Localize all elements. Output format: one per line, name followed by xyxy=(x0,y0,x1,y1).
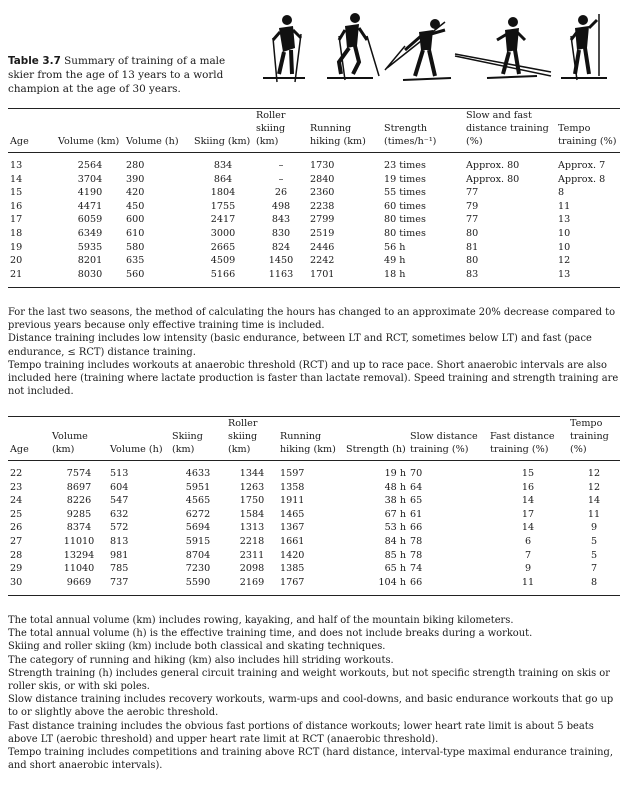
table-cell: 14 xyxy=(521,495,535,507)
table-cell: 4190 xyxy=(77,187,103,199)
table-cell: 6059 xyxy=(77,214,103,226)
table-cell: 38 h xyxy=(384,495,406,507)
table-cell: 2446 xyxy=(310,241,335,253)
table-cell: 1701 xyxy=(310,268,335,280)
table-cell: 15 xyxy=(10,187,23,199)
table-row xyxy=(8,508,620,522)
table-cell: 7574 xyxy=(66,468,92,479)
table-cell: 12 xyxy=(558,255,571,267)
table-cell: Approx. 8 xyxy=(558,173,606,185)
table-notes-1 xyxy=(8,306,620,398)
table-cell: 16 xyxy=(10,200,23,212)
col-header-tempo-training: Tempo training (%) xyxy=(570,418,609,455)
table-cell: 5590 xyxy=(185,576,211,588)
table-cell: 66 xyxy=(410,576,423,588)
table-cell: 1313 xyxy=(239,522,265,534)
table-cell: 4633 xyxy=(185,468,211,479)
table-cell: 580 xyxy=(126,241,145,253)
table-cell: 8704 xyxy=(185,549,211,561)
table-cell: 83 xyxy=(466,268,479,280)
table-cell: 78 xyxy=(410,549,423,561)
table-cell: 1163 xyxy=(268,268,294,280)
table-cell: 420 xyxy=(126,187,145,199)
table-header-row xyxy=(8,417,620,461)
table-cell: 1344 xyxy=(239,468,265,479)
table-cell: 74 xyxy=(410,563,423,575)
table-cell: 2238 xyxy=(310,200,335,212)
table-cell: 572 xyxy=(110,522,129,534)
table-cell: 30 xyxy=(10,576,23,588)
table-cell: 5915 xyxy=(185,535,211,547)
table-cell: 3000 xyxy=(210,227,236,239)
table-cell: 1597 xyxy=(280,468,305,479)
table-cell: 49 h xyxy=(384,255,406,267)
table-cell: 9 xyxy=(590,522,598,534)
table-cell: 26 xyxy=(274,187,288,199)
table-cell: 67 h xyxy=(384,508,406,520)
note-fast-distance: Fast distance training includes the obvious fast portions of distance workouts; lower heart rate limit is about 5 beats above LT (aerobic threshold) and upper heart rate limit at RCT (anaerobic threshold). xyxy=(8,720,594,745)
col-header-skiing-km: Skiing (km) xyxy=(194,136,251,147)
table-row xyxy=(8,481,620,495)
table-cell: 560 xyxy=(126,268,145,280)
table-row xyxy=(8,576,620,596)
table-cell: 1465 xyxy=(280,508,305,520)
table-cell: 22 xyxy=(10,468,23,479)
table-row xyxy=(8,213,620,227)
table-cell: 55 times xyxy=(384,187,426,199)
note-distance-training: Distance training includes low intensity (basic endurance, between LT and RCT, sometimes below LT) and fast (pace endurance, ≤ RCT) distance training. xyxy=(8,333,592,358)
table-cell: 864 xyxy=(213,173,233,185)
table-cell: 104 h xyxy=(378,576,406,588)
table-cell: 8374 xyxy=(66,522,92,534)
table-cell: 813 xyxy=(110,535,129,547)
table-cell: 14 xyxy=(521,522,535,534)
col-header-volume-km: Volume (km) xyxy=(58,136,120,147)
table-cell: 77 xyxy=(466,214,479,226)
skier-illustration xyxy=(255,10,615,90)
table-cell: 8 xyxy=(590,576,598,588)
table-cell: 80 times xyxy=(384,227,426,239)
table-cell: 1767 xyxy=(280,576,305,588)
table-cell: 785 xyxy=(110,563,129,575)
table-cell: 14 xyxy=(587,495,601,507)
table-cell: 19 xyxy=(10,241,23,253)
table-cell: 13 xyxy=(10,160,23,171)
table-cell: 8201 xyxy=(77,255,103,267)
table-cell: 7 xyxy=(524,549,532,561)
table-cell: 6272 xyxy=(185,508,211,520)
table-cell: 19 h xyxy=(384,468,406,479)
note-total-volume-h: The total annual volume (h) is the effective training time, and does not include breaks during a workout. xyxy=(8,628,533,640)
table-cell: 10 xyxy=(558,227,571,239)
table-cell: 1420 xyxy=(280,549,305,561)
table-cell: 8 xyxy=(558,187,565,199)
table-cell: Approx. 80 xyxy=(466,160,520,171)
table-body xyxy=(8,461,620,596)
table-cell: 65 xyxy=(410,495,423,507)
table-cell: 2840 xyxy=(310,173,335,185)
table-cell: 20 xyxy=(10,255,23,267)
table-cell: 1450 xyxy=(268,255,294,267)
col-header-volume-h: Volume (h) xyxy=(110,444,163,455)
table-cell: 4471 xyxy=(77,200,103,212)
table-cell: 64 xyxy=(410,481,423,493)
table-cell: 2519 xyxy=(310,227,335,239)
table-cell: 23 times xyxy=(384,160,426,171)
col-header-volume-km: Volume (km) xyxy=(52,431,88,455)
table-cell: 2242 xyxy=(310,255,335,267)
table-cell: 1358 xyxy=(280,481,305,493)
table-row xyxy=(8,241,620,255)
col-header-roller-skiing-km: Roller skiing (km) xyxy=(228,418,258,455)
table-cell: 16 xyxy=(521,481,535,493)
col-header-roller-skiing-km: Roller skiing (km) xyxy=(256,110,286,147)
table-row xyxy=(8,562,620,576)
table-row xyxy=(8,461,620,481)
table-cell: 8030 xyxy=(77,268,103,280)
table-cell: 5951 xyxy=(185,481,211,493)
col-header-fast-distance: Fast distance training (%) xyxy=(490,431,555,455)
table-cell: 13 xyxy=(558,268,571,280)
table-cell: – xyxy=(278,173,284,185)
table-cell: 6 xyxy=(524,535,532,547)
table-header-row xyxy=(8,109,620,153)
table-cell: 84 h xyxy=(384,535,406,547)
table-row xyxy=(8,254,620,268)
table-cell: 70 xyxy=(410,468,423,479)
table-cell: 9669 xyxy=(66,576,92,588)
table-cell: 48 h xyxy=(384,481,406,493)
table-notes-2 xyxy=(8,614,620,772)
col-header-age: Age xyxy=(10,444,29,455)
table-cell: 5 xyxy=(590,535,598,547)
table-row xyxy=(8,200,620,214)
table-cell: 23 xyxy=(10,481,23,493)
table-row xyxy=(8,186,620,200)
col-header-running-hiking-km: Running hiking (km) xyxy=(310,123,366,147)
table-cell: 2665 xyxy=(210,241,236,253)
table-caption xyxy=(8,54,228,96)
table-cell: 2311 xyxy=(239,549,265,561)
table-cell: 15 xyxy=(521,468,535,479)
table-cell: 2218 xyxy=(239,535,265,547)
table-cell: 6349 xyxy=(77,227,103,239)
table-cell: 13294 xyxy=(63,549,95,561)
table-cell: 12 xyxy=(587,481,601,493)
table-cell: 77 xyxy=(466,187,479,199)
table-cell: 5 xyxy=(590,549,598,561)
table-cell: 26 xyxy=(10,522,23,534)
table-label: Table 3.7 xyxy=(8,55,61,67)
table-cell: 635 xyxy=(126,255,145,267)
skier-figure xyxy=(561,14,607,80)
table-cell: 824 xyxy=(271,241,291,253)
training-table-ages-22-30 xyxy=(8,416,620,596)
col-header-age: Age xyxy=(10,136,29,147)
table-cell: 11 xyxy=(587,508,601,520)
table-cell: 79 xyxy=(466,200,479,212)
skier-figure xyxy=(455,17,551,78)
table-cell: 604 xyxy=(110,481,129,493)
table-cell: 3704 xyxy=(77,173,103,185)
table-cell: 280 xyxy=(126,160,145,171)
table-row xyxy=(8,535,620,549)
table-cell: 11 xyxy=(558,200,571,212)
table-cell: 981 xyxy=(110,549,129,561)
col-header-strength: Strength (times/h⁻¹) xyxy=(384,123,437,147)
table-cell: 17 xyxy=(521,508,535,520)
table-cell: 65 h xyxy=(384,563,406,575)
col-header-running-hiking-km: Running hiking (km) xyxy=(280,431,336,455)
table-cell: 11 xyxy=(521,576,535,588)
table-row xyxy=(8,227,620,241)
table-cell: 24 xyxy=(10,495,23,507)
table-row xyxy=(8,521,620,535)
table-cell: 10 xyxy=(558,241,571,253)
table-cell: 14 xyxy=(10,173,23,185)
col-header-tempo-training: Tempo training (%) xyxy=(558,123,617,147)
col-header-volume-h: Volume (h) xyxy=(126,136,179,147)
table-row xyxy=(8,153,620,173)
table-cell: 2169 xyxy=(239,576,265,588)
table-cell: 1367 xyxy=(280,522,305,534)
table-row xyxy=(8,494,620,508)
table-cell: 27 xyxy=(10,535,23,547)
table-cell: 11010 xyxy=(63,535,95,547)
table-cell: 61 xyxy=(410,508,423,520)
col-header-slow-distance: Slow distance training (%) xyxy=(410,431,478,455)
table-cell: 1804 xyxy=(210,187,236,199)
note-running-hiking: The category of running and hiking (km) also includes hill striding workouts. xyxy=(8,654,394,666)
table-cell: Approx. 80 xyxy=(466,173,520,185)
table-cell: 632 xyxy=(110,508,129,520)
table-cell: 29 xyxy=(10,563,23,575)
table-body xyxy=(8,153,620,288)
table-cell: 53 h xyxy=(384,522,406,534)
caption-text: Summary of training of a male skier from the age of 13 years to a world champion at the age of 30 years. xyxy=(8,55,226,95)
table-cell: 390 xyxy=(126,173,145,185)
training-table-ages-13-21 xyxy=(8,108,620,288)
table-cell: 5166 xyxy=(210,268,236,280)
skier-figure xyxy=(385,19,451,80)
table-cell: 9 xyxy=(524,563,532,575)
table-cell: 21 xyxy=(10,268,23,280)
table-cell: 78 xyxy=(410,535,423,547)
table-cell: 28 xyxy=(10,549,23,561)
table-cell: 4565 xyxy=(185,495,211,507)
table-cell: 18 h xyxy=(384,268,406,280)
table-cell: 5694 xyxy=(185,522,211,534)
table-cell: 2360 xyxy=(310,187,335,199)
table-cell: 1911 xyxy=(280,495,305,507)
table-row xyxy=(8,173,620,187)
table-row xyxy=(8,268,620,288)
table-cell: 830 xyxy=(271,227,291,239)
col-header-strength-h: Strength (h) xyxy=(346,444,406,455)
table-cell: 8697 xyxy=(66,481,92,493)
table-cell: 1263 xyxy=(239,481,265,493)
skier-figure xyxy=(263,15,305,82)
col-header-distance-training: Slow and fast distance training (%) xyxy=(466,110,549,147)
table-cell: 498 xyxy=(271,200,291,212)
skier-figure xyxy=(327,13,379,80)
table-cell: – xyxy=(278,160,284,171)
table-cell: 80 xyxy=(466,227,479,239)
table-cell: 1730 xyxy=(310,160,335,171)
note-tempo-training: Tempo training includes workouts at anaerobic threshold (RCT) and up to race pace. Short anaerobic intervals are also included here (training where lactate production is faster than lactate removal). Speed training and strength training are not included. xyxy=(8,359,619,398)
table-cell: 610 xyxy=(126,227,145,239)
table-cell: 600 xyxy=(126,214,145,226)
table-cell: 5935 xyxy=(77,241,103,253)
table-cell: 80 xyxy=(466,255,479,267)
table-cell: 56 h xyxy=(384,241,406,253)
table-cell: 85 h xyxy=(384,549,406,561)
table-cell: 19 times xyxy=(384,173,426,185)
table-cell: Approx. 7 xyxy=(558,160,606,171)
table-cell: 17 xyxy=(10,214,23,226)
table-cell: 8226 xyxy=(66,495,92,507)
table-cell: 1661 xyxy=(280,535,305,547)
table-cell: 843 xyxy=(271,214,291,226)
table-cell: 2799 xyxy=(310,214,335,226)
table-cell: 66 xyxy=(410,522,423,534)
table-cell: 12 xyxy=(587,468,601,479)
note-skiing: Skiing and roller skiing (km) include both classical and skating techniques. xyxy=(8,641,386,653)
table-cell: 450 xyxy=(126,200,145,212)
table-cell: 60 times xyxy=(384,200,426,212)
table-row xyxy=(8,549,620,563)
table-cell: 4509 xyxy=(210,255,236,267)
table-cell: 18 xyxy=(10,227,23,239)
table-cell: 9285 xyxy=(66,508,92,520)
table-cell: 2098 xyxy=(239,563,265,575)
note-slow-distance: Slow distance training includes recovery workouts, warm-ups and cool-downs, and basic endurance workouts that go up to or slightly above the aerobic threshold. xyxy=(8,694,614,719)
table-cell: 7 xyxy=(590,563,598,575)
note-tempo: Tempo training includes competitions and training above RCT (hard distance, interval-type maximal endurance training, and short anaerobic intervals). xyxy=(8,747,613,772)
table-cell: 1750 xyxy=(239,495,265,507)
note-strength: Strength training (h) includes general circuit training and weight workouts, but not specific strength training on skis or roller skis, or with ski poles. xyxy=(8,667,610,693)
table-cell: 13 xyxy=(558,214,571,226)
table-cell: 1584 xyxy=(239,508,265,520)
table-cell: 11040 xyxy=(63,563,95,575)
table-cell: 513 xyxy=(110,468,129,479)
table-cell: 737 xyxy=(110,576,129,588)
note-hours-calculation: For the last two seasons, the method of calculating the hours has changed to an approximate 20% decrease compared to previous years because only effective training time is included. xyxy=(8,307,616,332)
col-header-skiing-km: Skiing (km) xyxy=(172,431,203,455)
table-cell: 547 xyxy=(110,495,129,507)
table-cell: 1385 xyxy=(280,563,305,575)
table-cell: 7230 xyxy=(185,563,211,575)
note-total-volume-km: The total annual volume (km) includes rowing, kayaking, and half of the mountain biking kilometers. xyxy=(8,615,514,626)
table-cell: 834 xyxy=(213,160,233,171)
table-cell: 81 xyxy=(466,241,479,253)
table-cell: 25 xyxy=(10,508,23,520)
table-cell: 2564 xyxy=(77,160,103,171)
table-cell: 1755 xyxy=(210,200,236,212)
table-cell: 80 times xyxy=(384,214,426,226)
table-cell: 2417 xyxy=(210,214,236,226)
